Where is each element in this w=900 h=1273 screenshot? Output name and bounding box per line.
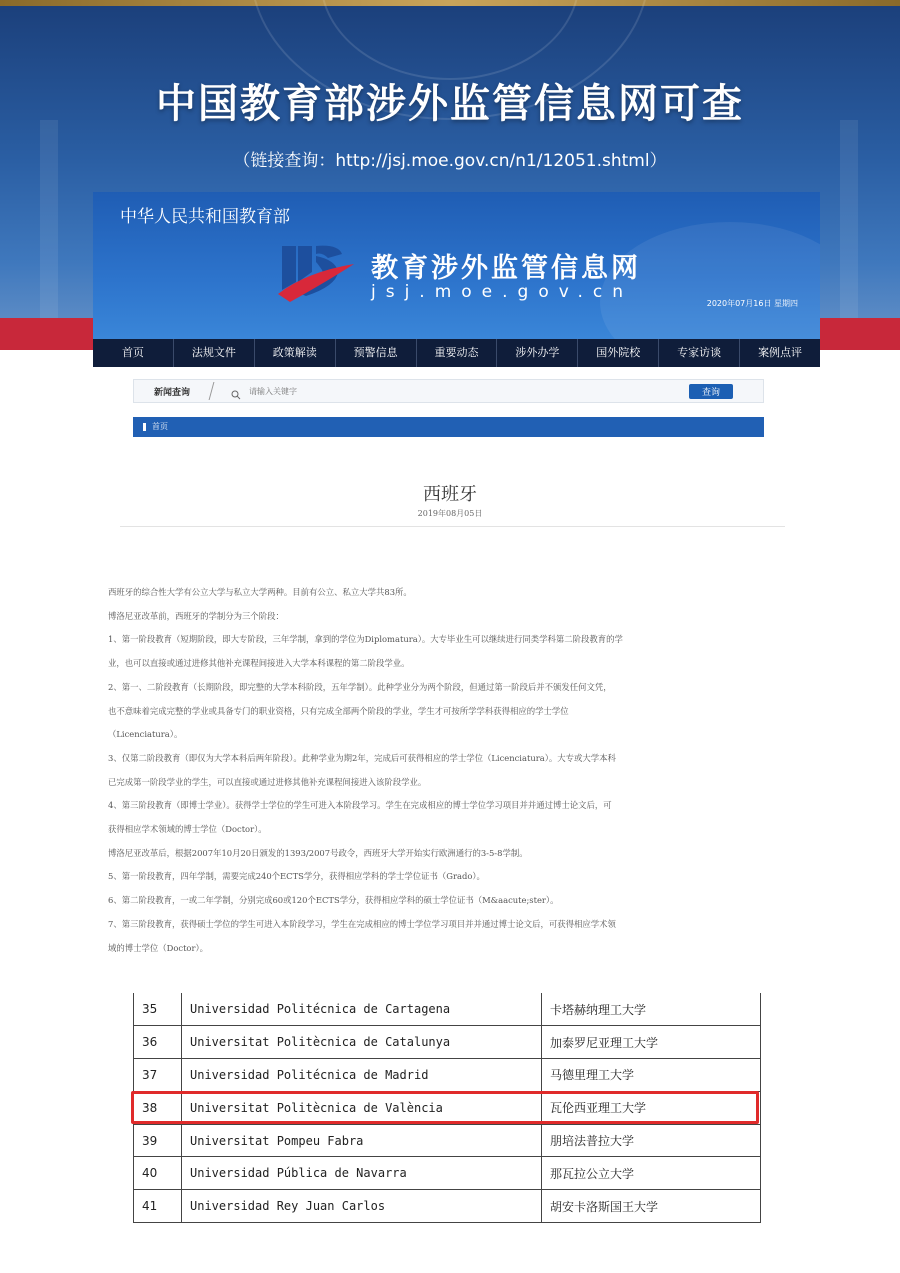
news-search-bar (133, 379, 764, 403)
nav-item-regulations[interactable]: 法规文件 (174, 339, 255, 367)
row-number: 41 (134, 1190, 182, 1223)
site-nav (93, 339, 820, 367)
article-paragraph: 7、第三阶段教育，获得硕士学位的学生可进入本阶段学习，学生在完成相应的博士学位学习项目并并通过博士论文后，可获得相应学术领 (108, 918, 616, 929)
nav-item-schools[interactable]: 涉外办学 (497, 339, 578, 367)
article-paragraph: 1、第一阶段教育（短期阶段，即大专阶段，三年学制，拿到的学位为Diplomatura）。大专毕业生可以继续进行同类学科第二阶段教育的学 (108, 634, 623, 645)
university-name-cn: 朋培法普拉大学 (542, 1124, 761, 1157)
ministry-name: 中华人民共和国教育部 (120, 207, 290, 227)
nav-item-policy[interactable]: 政策解读 (255, 339, 336, 367)
nav-item-interviews[interactable]: 专家访谈 (659, 339, 740, 367)
university-name: Universitat Pompeu Fabra (182, 1124, 542, 1157)
article-date: 2019年08月05日 (417, 509, 483, 518)
university-name-cn: 瓦伦西亚理工大学 (542, 1091, 761, 1124)
website-screenshot (93, 192, 820, 367)
nav-item-warnings[interactable]: 预警信息 (336, 339, 417, 367)
nav-item-home[interactable]: 首页 (93, 339, 174, 367)
university-name-cn: 卡塔赫纳理工大学 (542, 993, 761, 1026)
site-domain: jsj.moe.gov.cn (371, 282, 633, 302)
row-number: 39 (134, 1124, 182, 1157)
row-number: 36 (134, 1026, 182, 1059)
university-name: Universidad Pública de Navarra (182, 1157, 542, 1190)
university-name: Universidad Politécnica de Madrid (182, 1059, 542, 1092)
search-button[interactable]: 查询 (689, 384, 733, 399)
university-name-cn: 那瓦拉公立大学 (542, 1157, 761, 1190)
article-paragraph: 业，也可以直接或通过进修其他补充课程间接进入大学本科课程的第二阶段学业。 (108, 658, 410, 669)
university-name-cn: 马德里理工大学 (542, 1059, 761, 1092)
site-name: 教育涉外监管信息网 (371, 253, 641, 284)
article-paragraph: （Licenciatura）。 (108, 729, 183, 740)
article-paragraph: 域的博士学位（Doctor）。 (108, 942, 209, 953)
nav-item-news[interactable]: 重要动态 (417, 339, 498, 367)
article-title: 西班牙 (423, 484, 477, 505)
article-paragraph: 获得相应学术领域的博士学位（Doctor）。 (108, 824, 267, 835)
site-date: 2020年07月16日 星期四 (706, 299, 798, 308)
row-number: 37 (134, 1059, 182, 1092)
article-paragraph: 3、仅第二阶段教育（即仅为大学本科后两年阶段）。此种学业为期2年，完成后可获得相应的学士学位（Licenciatura）。大专或大学本科 (108, 752, 616, 763)
article-paragraph: 博洛尼亚改革前，西班牙的学制分为三个阶段： (108, 610, 284, 621)
table-row (134, 993, 761, 1026)
university-name: Universidad Rey Juan Carlos (182, 1190, 542, 1223)
article-paragraph: 5、第一阶段教育，四年学制，需要完成240个ECTS学分，获得相应学科的学士学位证书（Grado）。 (108, 871, 485, 882)
article-paragraph: 博洛尼亚改革后，根据2007年10月20日颁发的1393/2007号政令，西班牙大学开始实行欧洲通行的3-5-8学制。 (108, 847, 528, 858)
table-row (134, 1157, 761, 1190)
university-name: Universitat Politècnica de València (182, 1091, 542, 1124)
search-label: 新闻查询 (154, 388, 191, 398)
article-paragraph: 也不意味着完成完整的学业或具备专门的职业资格，只有完成全部两个阶段的学业，学生才可按所学学科获得相应的学士学位 (108, 705, 569, 716)
table-row (134, 1026, 761, 1059)
site-header (93, 192, 820, 339)
page-title: 中国教育部涉外监管信息网可查 (156, 81, 744, 127)
breadcrumb-marker (143, 423, 146, 431)
university-name-cn: 胡安卡洛斯国王大学 (542, 1190, 761, 1223)
breadcrumb (133, 417, 764, 437)
article-divider (120, 526, 785, 527)
table-row (134, 1059, 761, 1092)
jsj-logo-icon (276, 242, 356, 306)
article-paragraph: 已完成第一阶段学业的学生，可以直接或通过进修其他补充课程间接进入该阶段学业。 (108, 776, 427, 787)
search-icon (231, 385, 241, 395)
source-link-text[interactable]: （链接查询：http://jsj.moe.gov.cn/n1/12051.shtml） (233, 151, 667, 171)
nav-item-foreign-institutions[interactable]: 国外院校 (578, 339, 659, 367)
row-number: 40 (134, 1157, 182, 1190)
university-name: Universidad Politécnica de Cartagena (182, 993, 542, 1026)
university-name-cn: 加泰罗尼亚理工大学 (542, 1026, 761, 1059)
article-paragraph: 6、第二阶段教育，一或二年学制，分别完成60或120个ECTS学分，获得相应学科的硕士学位证书（M&aacute;ster）。 (108, 895, 559, 906)
highlight-box (131, 1091, 759, 1124)
nav-item-cases[interactable]: 案例点评 (758, 346, 803, 359)
article-paragraph: 西班牙的综合性大学有公立大学与私立大学两种。目前有公立、私立大学共83所。 (108, 587, 412, 597)
table-row (134, 1190, 761, 1223)
search-input[interactable] (249, 383, 549, 399)
article-body (108, 581, 790, 960)
table-row (134, 1124, 761, 1157)
article-paragraph: 2、第一、二阶段教育（长期阶段，即完整的大学本科阶段，五年学制）。此种学业分为两个阶段，但通过第一阶段后并不颁发任何文凭， (108, 681, 612, 692)
article-paragraph: 4、第三阶段教育（即博士学业）。获得学士学位的学生可进入本阶段学习。学生在完成相应的博士学位学习项目并并通过博士论文后，可 (108, 800, 612, 811)
row-number: 38 (134, 1091, 182, 1124)
university-name: Universitat Politècnica de Catalunya (182, 1026, 542, 1059)
search-divider (202, 382, 215, 400)
row-number: 35 (134, 993, 182, 1026)
breadcrumb-home-link[interactable]: 首页 (152, 422, 168, 431)
